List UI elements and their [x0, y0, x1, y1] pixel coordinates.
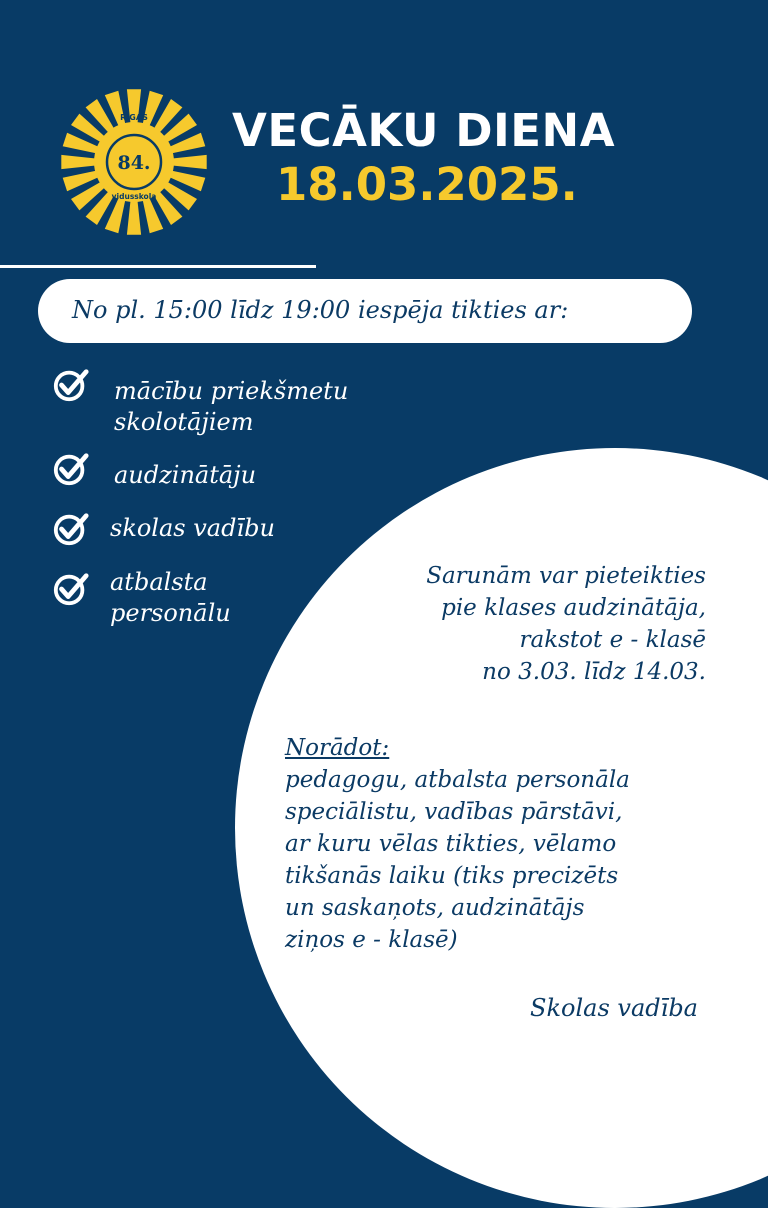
note-line: pedagogu, atbalsta personāla	[285, 767, 630, 793]
time-banner	[38, 279, 692, 343]
checklist-item-class-teacher	[114, 460, 256, 491]
time-banner-text: No pl. 15:00 līdz 19:00 iespēja tikties ar:	[72, 296, 569, 324]
checklist-item-line: skolas vadību	[110, 514, 275, 542]
instructions-note	[285, 732, 630, 956]
checklist-item-management	[110, 513, 275, 544]
registration-line: Sarunām var pieteikties	[426, 563, 706, 589]
check-circle-icon	[52, 510, 90, 548]
logo-school-top: RĪGAS	[120, 113, 148, 122]
event-date: 18.03.2025.	[276, 158, 578, 211]
checklist-item-support-staff	[110, 567, 231, 629]
divider	[0, 265, 316, 268]
note-line: un saskaņots, audzinātājs	[285, 895, 585, 921]
note-line: ar kuru vēlas tikties, vēlamo	[285, 831, 617, 857]
checklist-item-line: audzinātāju	[114, 461, 257, 489]
registration-line: rakstot e - klasē	[519, 627, 706, 653]
sun-logo-icon	[60, 88, 208, 236]
check-circle-icon	[52, 570, 90, 608]
checklist-item-teachers	[114, 376, 348, 438]
check-circle-icon	[52, 450, 90, 488]
signature: Skolas vadība	[530, 994, 698, 1022]
checklist-item-line: mācību priekšmetu	[114, 377, 349, 405]
note-heading: Norādot:	[285, 735, 390, 761]
registration-info	[426, 560, 706, 688]
note-line: tikšanās laiku (tiks precizēts	[285, 863, 619, 889]
logo-school-number: 84.	[117, 152, 151, 174]
checklist-item-line: skolotājiem	[114, 408, 254, 436]
checklist-item-line: atbalsta	[110, 568, 208, 596]
logo-school-bottom: vidusskola	[111, 192, 157, 201]
note-line: ziņos e - klasē)	[285, 927, 458, 953]
checklist-item-line: personālu	[110, 599, 231, 627]
registration-line: no 3.03. līdz 14.03.	[482, 659, 706, 685]
note-line: speciālistu, vadības pārstāvi,	[285, 799, 623, 825]
check-circle-icon	[52, 366, 90, 404]
registration-line: pie klases audzinātāja,	[441, 595, 706, 621]
page-title: VECĀKU DIENA	[232, 104, 616, 157]
